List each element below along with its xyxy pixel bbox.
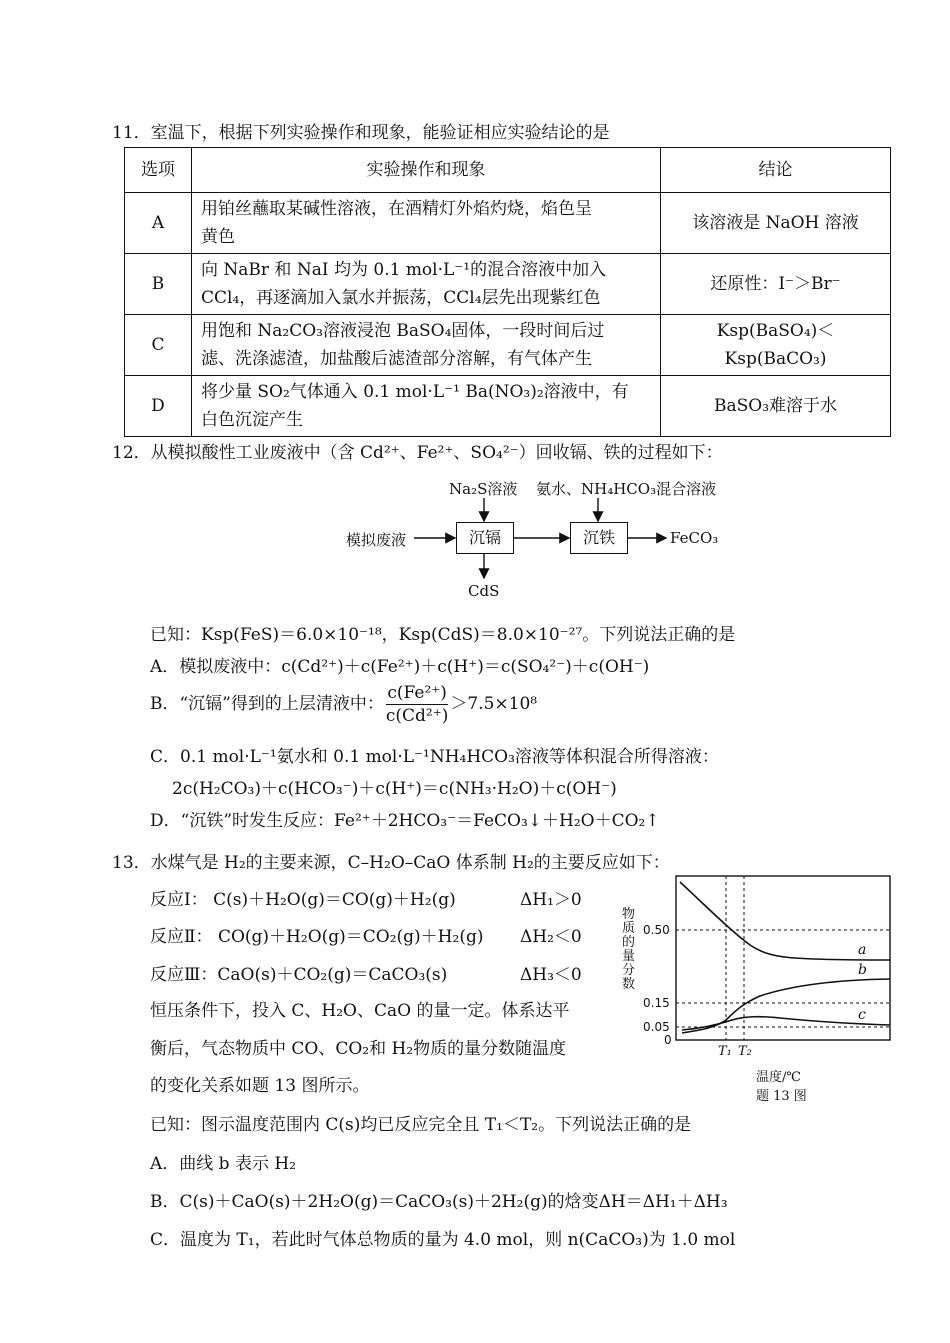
q13-desc-line1: 恒压条件下，投入 C、H₂O、CaO 的量一定。体系达平 <box>150 1001 570 1021</box>
q12-option-c-line1: C．0.1 mol·L⁻¹氨水和 0.1 mol·L⁻¹NH₄HCO₃溶液等体积混合所得溶液： <box>150 747 719 767</box>
y-tick-050: 0.50 <box>643 923 670 937</box>
reaction-2: 反应Ⅱ： CO(g)＋H₂O(g)＝CO₂(g)＋H₂(g) <box>150 927 484 947</box>
curve-b-label: b <box>858 962 867 978</box>
y-tick-015: 0.15 <box>643 996 670 1010</box>
operation-line: 用铂丝蘸取某碱性溶液，在酒精灯外焰灼烧，焰色呈 <box>201 199 592 219</box>
operation-line: 用饱和 Na₂CO₃溶液浸泡 BaSO₄固体，一段时间后过 <box>201 321 605 341</box>
reaction-3-enthalpy: ΔH₃＜0 <box>520 965 582 985</box>
figure-caption: 题 13 图 <box>756 1089 807 1104</box>
row-conclusion: 还原性：I⁻＞Br⁻ <box>661 254 891 315</box>
q12-known: 已知：Ksp(FeS)＝6.0×10⁻¹⁸，Ksp(CdS)＝8.0×10⁻²⁷。下列说法正确的是 <box>150 625 736 645</box>
operation-line: 滤、洗涤滤渣，加盐酸后滤渣部分溶解，有气体产生 <box>201 349 592 369</box>
step-cadmium-precipitation: 沉镉 <box>456 522 514 554</box>
ratio-denominator: c(Cd²⁺) <box>385 706 449 726</box>
q13-option-a: A．曲线 b 表示 H₂ <box>150 1154 297 1174</box>
row-conclusion: 该溶液是 NaOH 溶液 <box>661 193 891 254</box>
q13-option-c: C．温度为 T₁，若此时气体总物质的量为 4.0 mol，则 n(CaCO₃)为 1.0 mol <box>150 1230 736 1250</box>
row-option: C <box>125 315 192 376</box>
q13-desc-line3: 的变化关系如题 13 图所示。 <box>150 1076 370 1096</box>
q13-option-b: B．C(s)＋CaO(s)＋2H₂O(g)＝CaCO₃(s)＋2H₂(g)的焓变ΔH＝ΔH₁＋ΔH₃ <box>150 1192 728 1212</box>
header-option: 选项 <box>125 148 192 193</box>
y-tick-0: 0 <box>664 1033 672 1047</box>
option-b-suffix: ＞7.5×10⁸ <box>450 694 538 714</box>
operation-line: CCl₄，再逐滴加入氯水并振荡，CCl₄层先出现紫红色 <box>201 288 601 308</box>
concentration-ratio <box>386 682 448 727</box>
row-conclusion: Ksp(BaSO₄)＜Ksp(BaCO₃) <box>661 315 891 376</box>
reaction-2-enthalpy: ΔH₂＜0 <box>520 927 582 947</box>
product-feco3: FeCO₃ <box>670 529 719 547</box>
q13-known: 已知：图示温度范围内 C(s)均已反应完全且 T₁＜T₂。下列说法正确的是 <box>150 1115 692 1135</box>
q12-stem: 12．从模拟酸性工业废液中（含 Cd²⁺、Fe²⁺、SO₄²⁻）回收镉、铁的过程如下： <box>112 443 723 463</box>
q12-option-c-line2: 2c(H₂CO₃)＋c(HCO₃⁻)＋c(H⁺)＝c(NH₃·H₂O)＋c(OH⁻) <box>172 779 617 799</box>
x-tick-t2: T₂ <box>738 1044 752 1059</box>
operation-line: 黄色 <box>201 227 235 247</box>
operation-line: 白色沉淀产生 <box>201 410 303 430</box>
flow-arrows <box>0 0 950 620</box>
operation-line: 向 NaBr 和 NaI 均为 0.1 mol·L⁻¹的混合溶液中加入 <box>201 260 607 280</box>
row-option: A <box>125 193 192 254</box>
q11-stem: 11．室温下，根据下列实验操作和现象，能验证相应实验结论的是 <box>112 123 610 143</box>
byproduct-cds: CdS <box>468 582 500 600</box>
q13-stem: 13．水煤气是 H₂的主要来源，C–H₂O–CaO 体系制 H₂的主要反应如下： <box>112 853 670 873</box>
reaction-1-enthalpy: ΔH₁＞0 <box>520 890 582 910</box>
reagent-ammonia-nh4hco3: 氨水、NH₄HCO₃混合溶液 <box>536 480 717 498</box>
q13-desc-line2: 衡后，气态物质中 CO、CO₂和 H₂物质的量分数随温度 <box>150 1039 567 1059</box>
y-axis-label: 物质的量分数 <box>622 907 636 992</box>
header-operation: 实验操作和现象 <box>192 148 661 193</box>
x-axis-label: 温度/℃ <box>756 1070 801 1085</box>
operation-line: 将少量 SO₂气体通入 0.1 mol·L⁻¹ Ba(NO₃)₂溶液中，有 <box>201 382 629 402</box>
q12-option-d: D．“沉铁”时发生反应：Fe²⁺＋2HCO₃⁻＝FeCO₃↓＋H₂O＋CO₂↑ <box>150 811 660 831</box>
ratio-numerator: c(Fe²⁺) <box>387 683 447 703</box>
y-tick-005: 0.05 <box>643 1020 670 1034</box>
reagent-na2s: Na₂S溶液 <box>449 480 518 498</box>
row-option: B <box>125 254 192 315</box>
q12-option-a: A．模拟废液中：c(Cd²⁺)＋c(Fe²⁺)＋c(H⁺)＝c(SO₄²⁻)＋c(OH⁻) <box>150 657 650 677</box>
curve-a-label: a <box>858 942 867 958</box>
row-conclusion: BaSO₃难溶于水 <box>661 376 891 437</box>
reaction-1: 反应Ⅰ： C(s)＋H₂O(g)＝CO(g)＋H₂(g) <box>150 890 456 910</box>
step-iron-precipitation: 沉铁 <box>570 522 628 554</box>
q12-option-b <box>150 682 537 727</box>
flow-input-label: 模拟废液 <box>346 531 407 549</box>
option-b-prefix: B．“沉镉”得到的上层清液中： <box>150 694 384 714</box>
header-conclusion: 结论 <box>661 148 891 193</box>
curve-c-label: c <box>858 1007 866 1023</box>
x-tick-t1: T₁ <box>718 1044 732 1059</box>
row-option: D <box>125 376 192 437</box>
reaction-3: 反应Ⅲ：CaO(s)＋CO₂(g)＝CaCO₃(s) <box>150 965 448 985</box>
